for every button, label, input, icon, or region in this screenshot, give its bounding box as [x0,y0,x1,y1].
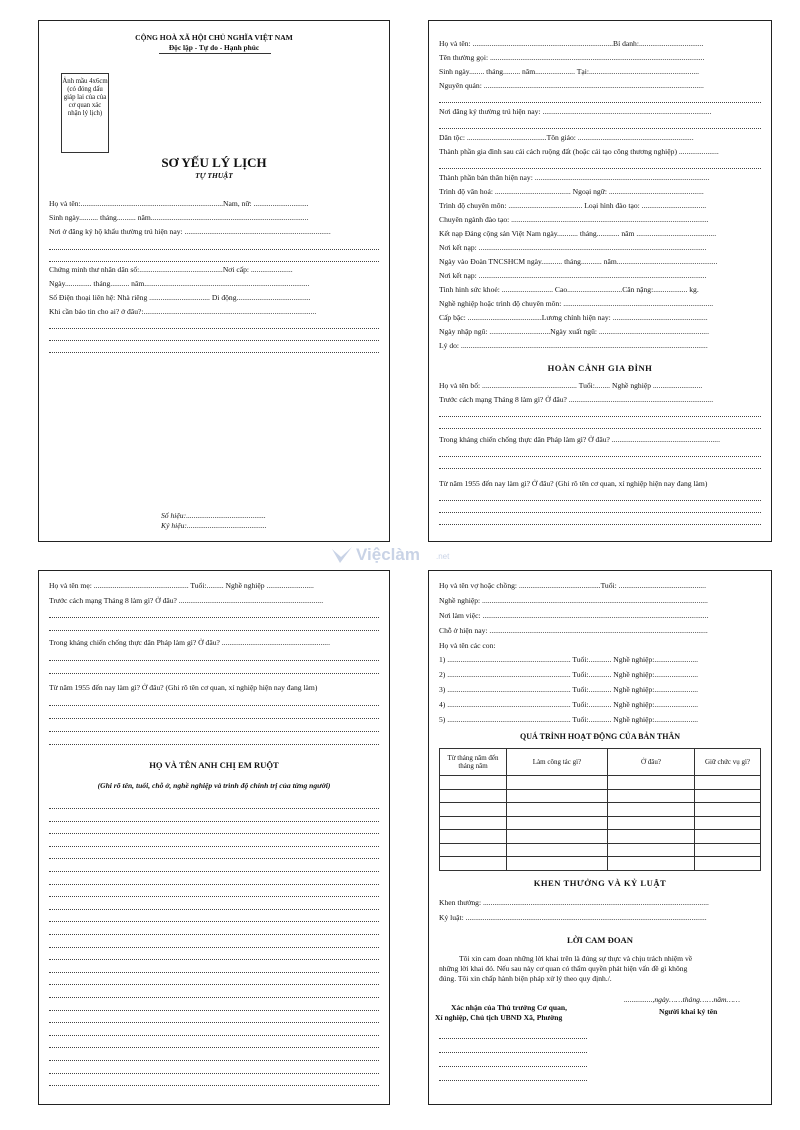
field-discipline[interactable]: Kỷ luật: ............................................................................................................................... [439,913,707,922]
sibling-blank-line[interactable] [49,1034,379,1036]
col-period: Từ tháng năm đến tháng năm [440,749,507,776]
page-1 [38,20,390,542]
header-motto: Độc lập - Tự do - Hạnh phúc [168,43,260,52]
blank-line [439,455,761,457]
field-residence[interactable]: Nơi đăng ký thường trú hiện nay: ......................................................................................... [439,107,712,116]
field-dob[interactable]: Sinh ngày........ tháng......... năm..................... Tại:.......................................................... [439,67,700,76]
table-cell[interactable] [695,857,761,871]
blank-line [439,467,761,469]
field-party-date[interactable]: Kết nạp Đảng cộng sản Việt Nam ngày........... tháng............ năm .......................................... [439,229,717,238]
blank-line [439,427,761,429]
blank-line [49,717,379,719]
section-activity: QUÁ TRÌNH HOẠT ĐỘNG CỦA BẢN THÂN [519,732,681,741]
field-youth-place[interactable]: Nơi kết nạp: ........................................................................................................................ [439,271,707,280]
field-father-before-1945[interactable]: Trước cách mạng Tháng 8 làm gì? Ở đâu? ............................................................................ [439,395,714,404]
col-position: Giữ chức vụ gì? [695,749,761,776]
field-spouse-workplace[interactable]: Nơi làm việc: ....................................................................................................................... [439,611,709,620]
watermark-suffix: .net [436,552,450,561]
field-residence[interactable]: Nơi ở đăng ký hộ khẩu thường trú hiện nay: ............................................................................. [49,227,331,236]
sibling-blank-line[interactable] [49,1072,379,1074]
blank-line [439,1065,587,1067]
field-major[interactable]: Chuyên ngành đào tạo: ........................................................................................................ [439,215,709,224]
watermark [330,543,490,569]
confirm-line-2: Xí nghiệp, Chủ tịch UBND Xã, Phường [435,1013,563,1022]
section-siblings: HỌ VÀ TÊN ANH CHỊ EM RUỘT [149,760,279,770]
sibling-blank-line[interactable] [49,883,379,885]
sibling-blank-line[interactable] [49,1046,379,1048]
blank-line [49,629,379,631]
confirm-line-1: Xác nhận của Thủ trưởng Cơ quan, [451,1003,568,1012]
field-hometown[interactable]: Nguyên quán: .................................................................................................................... [439,81,704,90]
sibling-blank-line[interactable] [49,1084,379,1086]
sibling-blank-line[interactable] [49,983,379,985]
field-name[interactable]: Họ và tên: ..........................................................................Bí danh:.................................. [439,39,704,48]
blank-line [49,730,379,732]
blank-line [439,101,761,103]
field-contact[interactable]: Khi cần báo tin cho ai? ở đâu?:........................................................................................... [49,307,317,316]
table-row [440,816,761,830]
table-cell[interactable] [440,857,507,871]
sibling-blank-line[interactable] [49,971,379,973]
table-cell[interactable] [608,830,695,844]
blank-line [49,616,379,618]
table-cell[interactable] [608,857,695,871]
page-4 [428,570,772,1105]
field-spouse-address[interactable]: Chỗ ở hiện nay: ................................................................................................................... [439,626,708,635]
field-profession[interactable]: Nghề nghiệp hoặc trình độ chuyên môn: ............................................................................... [439,299,714,308]
field-child-3[interactable]: 3) ................................................................. Tuổi:............ Nghề nghiệp:....................... [439,685,699,694]
field-father[interactable]: Họ và tên bố: .................................................. Tuổi:........ Nghề nghiệp .......................... [439,381,703,390]
sibling-blank-line[interactable] [49,958,379,960]
blank-line [439,167,761,169]
sibling-blank-line[interactable] [49,832,379,834]
field-phone[interactable]: Số Điện thoại liên hệ: Nhà riêng ................................ Di động....................................... [49,293,311,302]
table-cell[interactable] [608,843,695,857]
sibling-blank-line[interactable] [49,933,379,935]
commit-text-3: đúng. Tôi xin chấp hành biện pháp xử lý theo quy định./. [439,974,612,983]
activity-table [439,748,761,871]
table-cell[interactable] [507,843,608,857]
field-common-name[interactable]: Tên thường gọi: ................................................................................................................. [439,53,705,62]
blank-line [49,260,379,262]
blank-line [439,127,761,129]
field-education[interactable]: Trình độ văn hoá: ........................................ Ngoại ngữ: .................................................. [439,187,704,196]
sibling-blank-line[interactable] [49,908,379,910]
blank-line [439,1037,587,1039]
header-country: CỘNG HOÀ XÃ HỘI CHỦ NGHĨA VIỆT NAM [135,33,293,42]
field-personal-class[interactable]: Thành phần bản thân hiện nay: ............................................................................................ [439,173,710,182]
commit-text-1: Tôi xin cam đoan những lời khai trên là đúng sự thực và chịu trách nhiệm về [459,954,693,963]
field-mother[interactable]: Họ và tên mẹ: .................................................. Tuổi:......... Nghề nghiệp ......................... [49,581,314,590]
table-cell[interactable] [507,776,608,790]
so-hieu: Số hiệu:.......................................... [161,511,266,520]
table-cell[interactable] [440,830,507,844]
col-place: Ở đâu? [608,749,695,776]
field-military[interactable]: Ngày nhập ngũ: ................................Ngày xuất ngũ: .......................................................... [439,327,709,336]
field-rank[interactable]: Cấp bậc: .......................................Lương chính hiện nay: .................................................. [439,313,708,322]
section-commitment: LỜI CAM ĐOAN [567,935,633,945]
table-cell[interactable] [440,776,507,790]
field-mother-resistance[interactable]: Trong kháng chiến chống thực dân Pháp làm gì? Ở đâu? ......................................................... [49,638,330,647]
field-child-2[interactable]: 2) ................................................................. Tuổi:............ Nghề nghiệp:....................... [439,670,699,679]
sibling-blank-line[interactable] [49,1009,379,1011]
form-title: SƠ YẾU LÝ LỊCH [161,155,267,170]
sibling-blank-line[interactable] [49,1021,379,1023]
table-cell[interactable] [608,816,695,830]
field-reward[interactable]: Khen thưởng: ....................................................................................................................... [439,898,709,907]
table-row [440,776,761,790]
table-cell[interactable] [695,803,761,817]
table-cell[interactable] [608,789,695,803]
sibling-blank-line[interactable] [49,857,379,859]
blank-line [439,1079,587,1081]
blank-line [49,743,379,745]
blank-line [49,327,379,329]
table-row [440,789,761,803]
sibling-blank-line[interactable] [49,996,379,998]
table-cell[interactable] [608,776,695,790]
field-child-5[interactable]: 5) ................................................................. Tuổi:............ Nghề nghiệp:....................... [439,715,699,724]
photo-box: Ảnh mầu 4x6cm (có đóng dấu giáp lai của của cơ quan xác nhận lý lịch) [61,73,109,153]
field-child-1[interactable]: 1) ................................................................. Tuổi:............ Nghề nghiệp:....................... [439,655,699,664]
page-3 [38,570,390,1105]
motto-underline [159,53,271,54]
field-id-number[interactable]: Chứng minh thư nhân dân số:............................................Nơi cấp: ...................... [49,265,293,274]
section-family: HOÀN CẢNH GIA ĐÌNH [547,363,653,373]
table-cell[interactable] [695,776,761,790]
table-cell[interactable] [440,843,507,857]
table-cell[interactable] [507,857,608,871]
label-children: Họ và tên các con: [439,641,496,650]
sibling-blank-line[interactable] [49,845,379,847]
table-row [440,803,761,817]
section-siblings-note: (Ghi rõ tên, tuổi, chỗ ở, nghề nghiệp và trình độ chính trị của từng người) [97,781,331,790]
field-mother-since-1955[interactable]: Từ năm 1955 đến nay làm gì? Ở đâu? (Ghi rõ tên cơ quan, xí nghiệp hiện nay đang làm) [49,683,318,692]
col-work: Làm công tác gì? [507,749,608,776]
field-family-class[interactable]: Thành phần gia đình sau cải cách ruộng đất (hoặc cải tạo công thương nghiệp) ..................... [439,147,719,156]
table-cell[interactable] [440,816,507,830]
field-id-date[interactable]: Ngày.............. tháng.......... năm....................................................................................... [49,279,310,288]
field-reason[interactable]: Lý do: .................................................................................................................................. [439,341,708,350]
table-row [440,857,761,871]
table-cell[interactable] [440,803,507,817]
commit-text-2: những lời khai đó. Nếu sau này cơ quan có thẩm quyền phát hiện vấn đề gì không [439,964,688,973]
blank-line [49,339,379,341]
blank-line [49,248,379,250]
form-subtitle: TỰ THUẬT [195,171,233,180]
check-logo-icon [330,545,354,567]
section-reward: KHEN THƯỞNG VÀ KỶ LUẬT [533,878,667,888]
page-2 [428,20,772,542]
table-cell[interactable] [608,803,695,817]
date-line: ...............,ngày……tháng……năm…… [624,995,741,1004]
table-cell[interactable] [440,789,507,803]
table-cell[interactable] [507,830,608,844]
blank-line [439,511,761,513]
table-cell[interactable] [507,816,608,830]
table-cell[interactable] [695,843,761,857]
watermark-brand: Việclàm [356,545,420,564]
sibling-blank-line[interactable] [49,870,379,872]
signer-label: Người khai ký tên [659,1007,718,1016]
blank-line [439,523,761,525]
table-cell[interactable] [695,830,761,844]
blank-line [439,415,761,417]
sibling-blank-line[interactable] [49,895,379,897]
field-name[interactable]: Họ và tên:...........................................................................Nam, nữ: ............................. [49,199,309,208]
sibling-blank-line[interactable] [49,807,379,809]
field-father-since-1955[interactable]: Từ năm 1955 đến nay làm gì? Ở đâu? (Ghi rõ tên cơ quan, xí nghiệp hiện nay đang làm) [439,479,708,488]
field-spouse[interactable]: Họ và tên vợ hoặc chồng: ...........................................Tuổi: .............................................. [439,581,706,590]
field-youth-date[interactable]: Ngày vào Đoàn TNCSHCM ngày........... tháng........... năm..................................................... [439,257,718,266]
sibling-blank-line[interactable] [49,820,379,822]
field-child-4[interactable]: 4) ................................................................. Tuổi:............ Nghề nghiệp:....................... [439,700,699,709]
blank-line [49,704,379,706]
field-ethnicity[interactable]: Dân tộc: ..........................................Tôn giáo: ............................................................. [439,133,694,142]
table-row [440,843,761,857]
sibling-blank-line[interactable] [49,920,379,922]
sibling-blank-line[interactable] [49,1059,379,1061]
field-dob[interactable]: Sinh ngày.......... tháng.......... năm................................................................................... [49,213,309,222]
field-spouse-job[interactable]: Nghề nghiệp: ....................................................................................................................... [439,596,708,605]
field-father-resistance[interactable]: Trong kháng chiến chống thực dân Pháp làm gì? Ở đâu? ......................................................... [439,435,720,444]
table-cell[interactable] [695,789,761,803]
field-mother-before-1945[interactable]: Trước cách mạng Tháng 8 làm gì? Ở đâu? ............................................................................ [49,596,324,605]
field-party-place[interactable]: Nơi kết nạp: ........................................................................................................................ [439,243,707,252]
table-cell[interactable] [507,789,608,803]
blank-line [439,499,761,501]
blank-line [439,1051,587,1053]
blank-line [49,672,379,674]
table-cell[interactable] [695,816,761,830]
blank-line [49,351,379,353]
table-cell[interactable] [507,803,608,817]
blank-line [49,659,379,661]
field-qualification[interactable]: Trình độ chuyên môn: ....................................... Loại hình đào tạo: .................................. [439,201,707,210]
table-row [440,830,761,844]
field-health[interactable]: Tình hình sức khoẻ: ........................... Cao.............................Cân nặng:.................. kg. [439,285,699,294]
ky-hieu: Ký hiệu:.......................................... [161,521,267,530]
sibling-blank-line[interactable] [49,946,379,948]
